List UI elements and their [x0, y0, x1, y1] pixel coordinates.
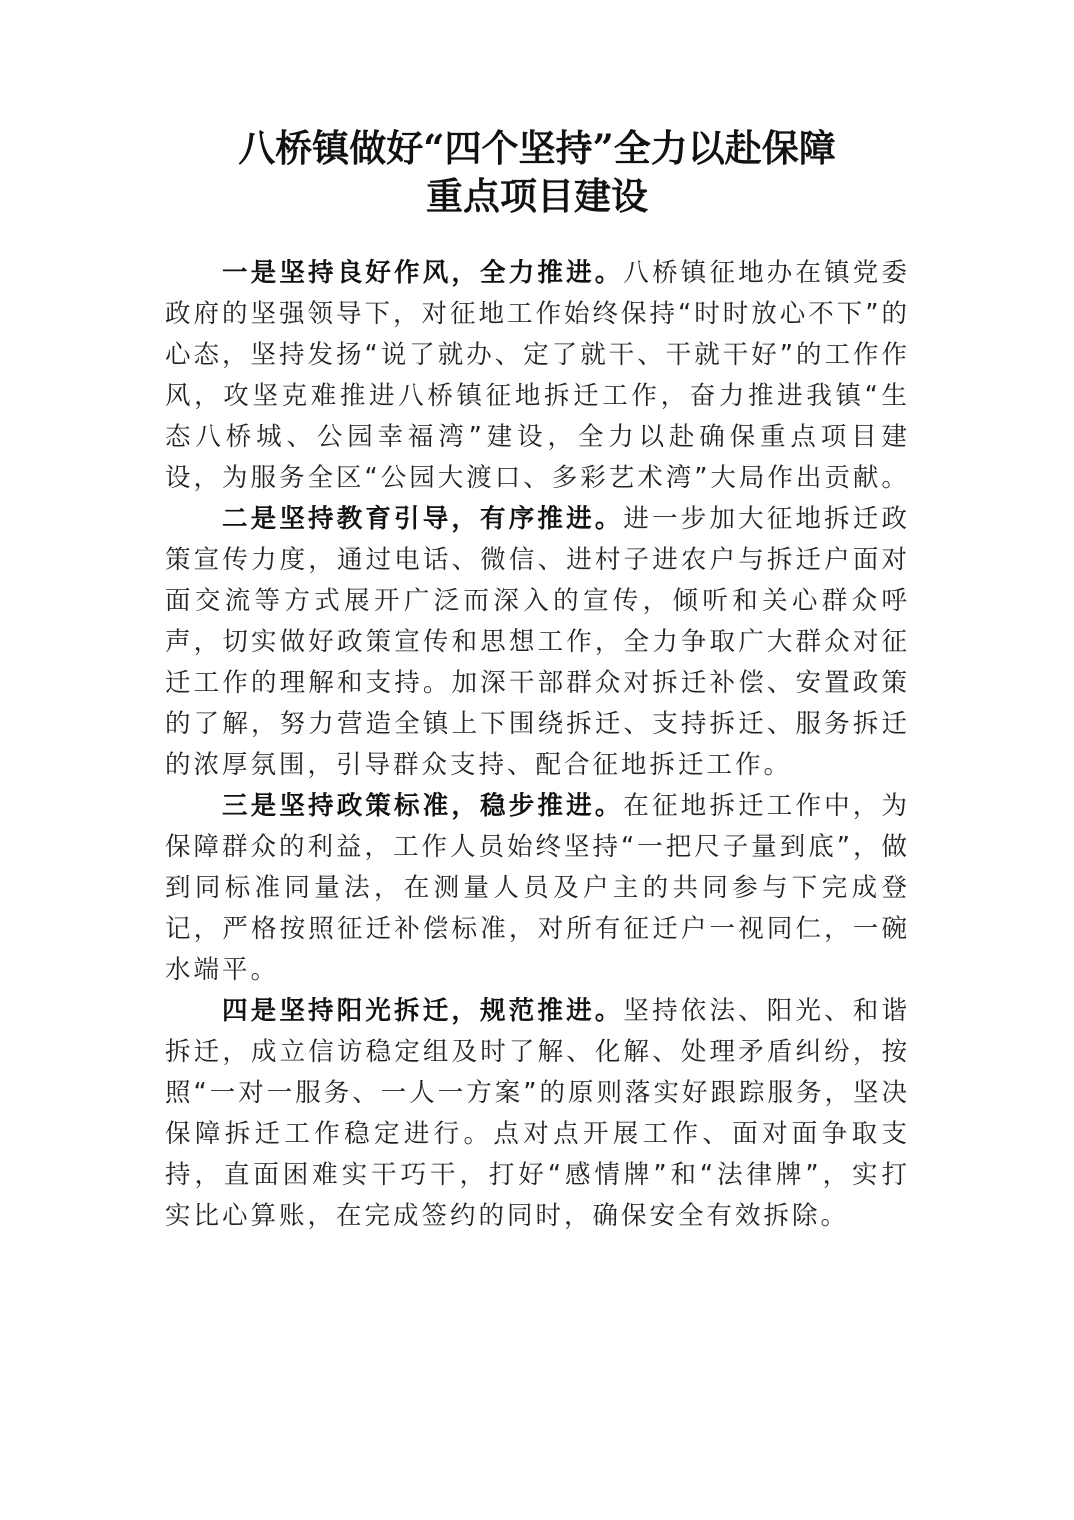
paragraph-1-lead: 一是坚持良好作风，全力推进。 [222, 258, 624, 288]
title-line-1: 八桥镇做好“四个坚持”全力以赴保障 [238, 126, 836, 170]
paragraph-2-lead: 二是坚持教育引导，有序推进。 [222, 504, 624, 534]
paragraph-3-lead: 三是坚持政策标准，稳步推进。 [222, 791, 624, 821]
paragraph-3 [165, 786, 910, 991]
paragraph-2-text: 进一步加大征地拆迁政策宣传力度，通过电话、微信、进村子进农户与拆迁户面对面交流等方式展开广泛而深入的宣传，倾听和关心群众呼声，切实做好政策宣传和思想工作，全力争取广大群众对征迁工作的理解和支持。加深干部群众对拆迁补偿、安置政策的了解，努力营造全镇上下围绕拆迁、支持拆迁、服务拆迁的浓厚氛围，引导群众支持、配合征地拆迁工作。 [165, 504, 910, 780]
paragraph-2 [165, 499, 910, 786]
paragraph-4 [165, 991, 910, 1237]
paragraph-1 [165, 253, 910, 499]
paragraph-3-text: 在征地拆迁工作中，为保障群众的利益，工作人员始终坚持“一把尺子量到底”，做到同标准同量法，在测量人员及户主的共同参与下完成登记，严格按照征迁补偿标准，对所有征迁户一视同仁，一碗水端平。 [165, 791, 910, 985]
paragraph-4-text: 坚持依法、阳光、和谐拆迁，成立信访稳定组及时了解、化解、处理矛盾纠纷，按照“一对一服务、一人一方案”的原则落实好跟踪服务，坚决保障拆迁工作稳定进行。点对点开展工作、面对面争取支持，直面困难实干巧干，打好“感情牌”和“法律牌”，实打实比心算账，在完成签约的同时，确保安全有效拆除。 [165, 996, 910, 1231]
document-body [165, 253, 910, 1237]
paragraph-4-lead: 四是坚持阳光拆迁，规范推进。 [222, 996, 624, 1026]
title-line-2: 重点项目建设 [426, 174, 648, 218]
paragraph-1-text: 八桥镇征地办在镇党委政府的坚强领导下，对征地工作始终保持“时时放心不下”的心态，坚持发扬“说了就办、定了就干、干就干好”的工作作风，攻坚克难推进八桥镇征地拆迁工作，奋力推进我镇“生态八桥城、公园幸福湾”建设，全力以赴确保重点项目建设，为服务全区“公园大渡口、多彩艺术湾”大局作出贡献。 [165, 258, 910, 493]
document-title [150, 124, 924, 220]
